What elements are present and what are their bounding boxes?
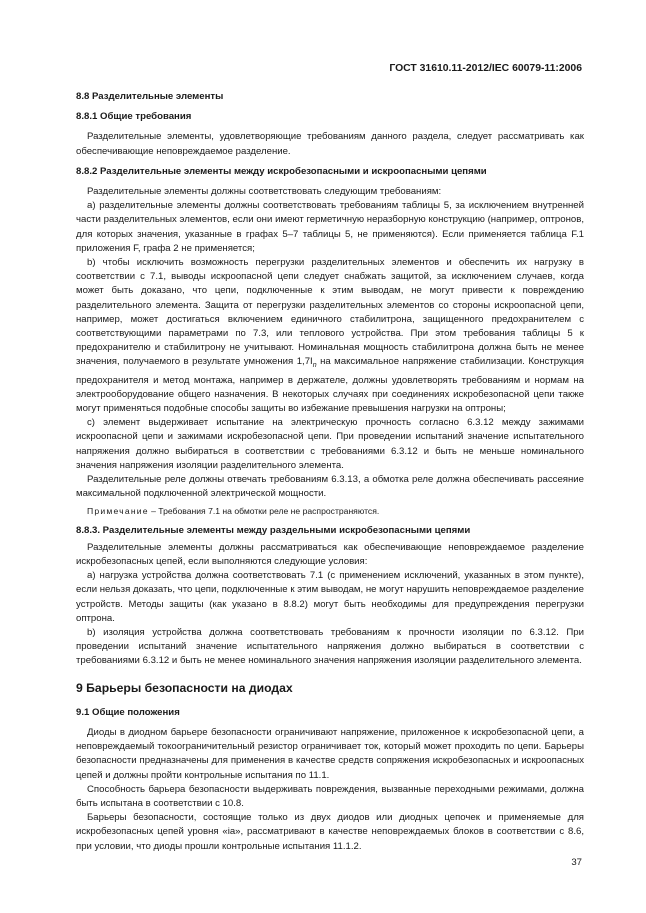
section-8-8-2-relay-paragraph: Разделительные реле должны отвечать требованиям 6.3.13, а обмотка реле должна обеспечивать рассеяние максимальной подключенной электрической мощности.: [76, 473, 584, 500]
section-8-8-1-title: 8.8.1 Общие требования: [76, 111, 192, 123]
section-8-8-2-item-b: b) чтобы исключить возможность перегрузки разделительных элементов и обеспечить их нагрузку в соответствии с 7.1, выводы искроопасной цепи следует снабжать защитой, за исключением случаев, когда может быть доказано, что цепи, подключенные к этим выводам, не могут привести к повреждению разделительного элемента. Защита от перегрузки разделительных элементов со стороны искроопасной цепи, например, может достигаться включением единичного стабилитрона, защищенного предохранителем с соответствующими параметрами по 7.3, или теплового устройства. При этом требования таблицы 5 к предохранителю и стабилитрону не учитывают. Номинальная мощность стабилитрона должна быть не менее значения, получаемого в результате умножения $1,7I_n$ на максимальное напряжение стабилизации. Конструкция предохранителя и метод монтажа, например в держателе, должны удовлетворять требованиям и нормам на электрооборудование общего назначения. В некоторых случаях при соединениях искробезопасной цепи также могут применяться подобные способы защиты во избежание превышения нагрузки на оптроны;: [76, 257, 585, 414]
section-8-8-2-item-a: а) разделительные элементы должны соответствовать требованиям таблицы 5, за исключением внутренней части разделительных элементов, если они имеют герметичную неразборную конструкцию (например, оптронов, для которых значения, указанные в графах 5–7 таблицы 5, не применяются). Если применяется таблица F.1 приложения F, графа 2 не применяется;: [76, 200, 584, 254]
note: [76, 504, 584, 518]
page-number: 37: [571, 857, 582, 868]
section-8-8-3-intro: Разделительные элементы должны рассматриваться как обеспечивающие неповреждаемое разделение искробезопасных цепей, если выполняются следующие условия:: [76, 541, 584, 567]
section-8-8-title: 8.8 Разделительные элементы: [76, 91, 224, 102]
section-9-1-title: 9.1 Общие положения: [76, 706, 180, 718]
section-8-8-2-title: 8.8.2 Разделительные элементы между искробезопасными и искроопасными цепями: [76, 165, 487, 177]
section-9-1-paragraph-1: Диоды в диодном барьере безопасности ограничивают напряжение, приложенное к искробезопасной цепи, а неповреждаемый токоограничительный резистор ограничивает ток, который может проходить по цепи. Барьеры безопасности предназначены для применения в качестве средств сопряжения искробезопасных и искроопасных цепей и должны пройти контрольные испытания по 11.1.: [76, 727, 584, 781]
section-8-8-3-item-b: b) изоляция устройства должна соответствовать требованиям к прочности изоляции по 6.3.12. При проведении испытаний значение испытательного напряжения должно выбираться в соответствии с требованиями 6.3.12 и быть не менее номинального значения напряжения изоляции разделительного элемента.: [76, 627, 584, 667]
section-9-title: 9 Барьеры безопасности на диодах: [76, 680, 293, 695]
section-8-8-1-paragraph: Разделительные элементы, удовлетворяющие требованиям данного раздела, следует рассматривать как обеспечивающие неповреждаемое разделение.: [76, 131, 584, 157]
section-8-8-3-item-a: а) нагрузка устройства должна соответствовать 7.1 (с применением исключений, указанных в этом пункте), если нельзя доказать, что цепи, подключенные к этим выводам, не могут нарушить неповреждаемое разделение устройств. Методы защиты (как указано в 8.8.2) могут быть необходимы для предупреждения перегрузки оптрона.: [76, 570, 584, 624]
note-label: Примечание: [87, 506, 149, 517]
note-text: – Требования 7.1 на обмотки реле не распространяются.: [148, 506, 380, 517]
section-8-8-2-item-c: c) элемент выдерживает испытание на электрическую прочность согласно 6.3.12 между зажимами искроопасной цепи и зажимами искробезопасной цепи. При проведении испытаний значение испытательного напряжения должно выбираться в соответствии с требованиями 6.3.12 и быть не меньше номинального значения напряжения изоляции разделительного элемента.: [76, 417, 584, 471]
section-8-8-3-title: 8.8.3. Разделительные элементы между раздельными искробезопасными цепями: [76, 524, 471, 536]
page-content: [76, 90, 584, 854]
subscript-n: n: [312, 362, 317, 370]
standard-designation: ГОСТ 31610.11-2012/IEC 60079-11:2006: [389, 63, 582, 74]
section-8-8-2-intro: Разделительные элементы должны соответствовать следующим требованиям:: [87, 186, 442, 198]
section-9-1-paragraph-2: Способность барьера безопасности выдерживать повреждения, вызванные переходными режимами, должна быть испытана в соответствии с 10.8.: [76, 783, 584, 810]
section-9-1-paragraph-3: Барьеры безопасности, состоящие только из двух диодов или диодных цепочек и применяемые для искробезопасных цепей уровня «ia», рассматривают в качестве неповреждаемых блоков в соответствии с 8.6, при условии, что диоды прошли контрольные испытания 11.1.2.: [76, 812, 584, 852]
